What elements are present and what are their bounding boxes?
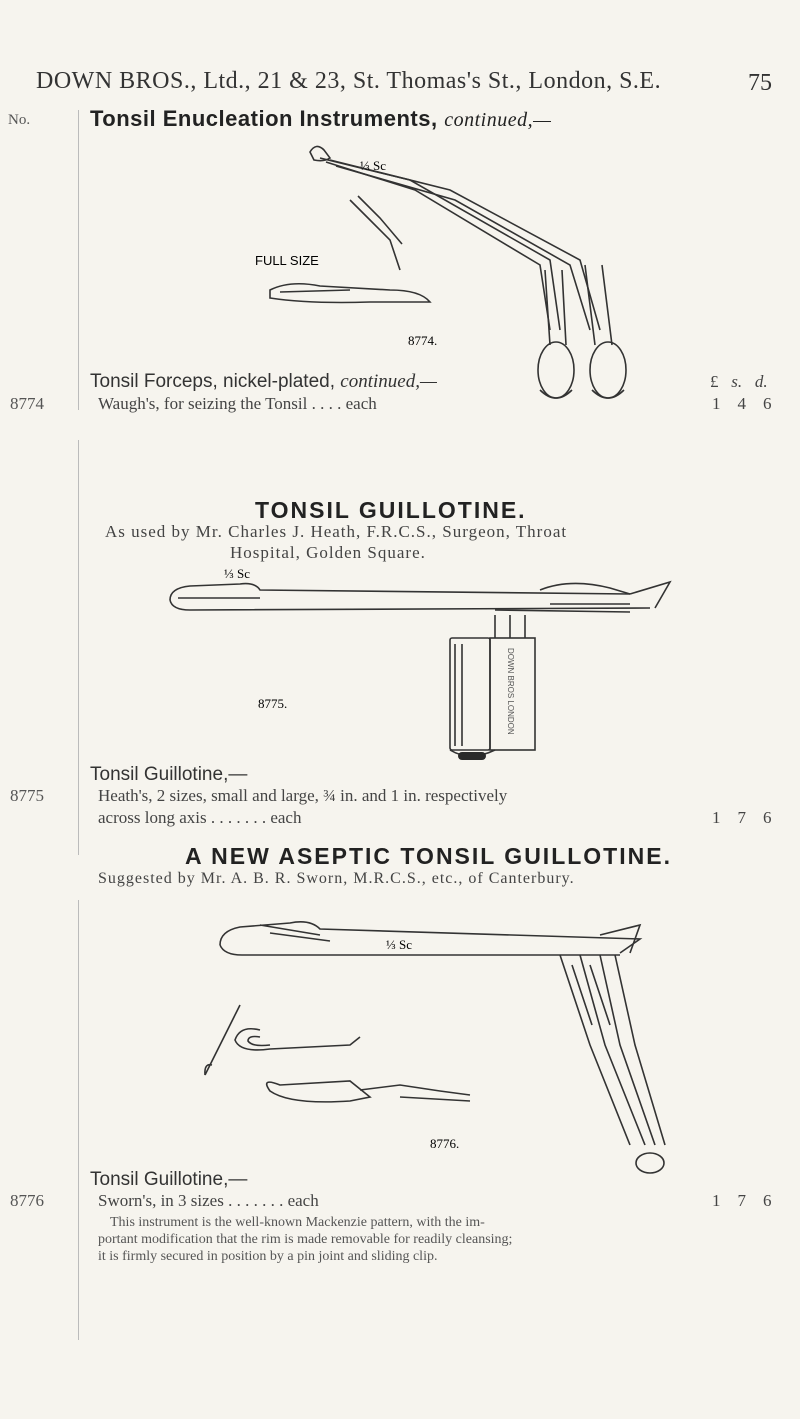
item-number-8774: 8774 [10,394,44,413]
header-text: DOWN BROS., Ltd., 21 & 23, St. Thomas's St., London, S.E. [36,68,662,94]
blade-stamp: DOWN BROS LONDON [506,648,515,735]
fig-scale-3: ⅓ Sc [386,937,412,952]
item-8776-description: Sworn's, in 3 sizes . . . . . . . each [98,1191,319,1210]
item-8774-name: Tonsil Forceps, nickel-plated, continued,— [90,371,437,392]
item-8776-note-1: This instrument is the well-known Mackenzie pattern, with the im- [110,1215,485,1230]
fig-caption-8774: 8774. [408,333,438,348]
item-8775-description-1: Heath's, 2 sizes, small and large, ¾ in. and 1 in. respectively [98,786,508,805]
fig-scale-2: ⅓ Sc [224,566,250,581]
column-label: No. [8,112,31,128]
section2-title: TONSIL GUILLOTINE. [255,497,527,523]
price-header: £ s. d. [710,372,768,391]
section3-title: A NEW ASEPTIC TONSIL GUILLOTINE. [185,843,672,869]
section1-title: Tonsil Enucleation Instruments, continued,— [90,106,552,131]
forceps-illustration [250,140,680,410]
page-number: 75 [748,70,772,96]
item-8775-price: 1 7 6 [712,808,772,827]
item-8774-description: Waugh's, for seizing the Tonsil . . . . each [98,394,377,413]
column-rule [78,900,79,1340]
column-rule [78,110,79,410]
guillotine-sworn-illustration [200,895,680,1195]
item-number-8776: 8776 [10,1191,44,1210]
item-8775-name: Tonsil Guillotine,— [90,764,248,785]
item-8776-name: Tonsil Guillotine,— [90,1169,248,1190]
fig-scale-1: ⅓ Sc [360,158,386,173]
item-8775-description-2: across long axis . . . . . . . each [98,808,302,827]
item-number-8775: 8775 [10,786,44,805]
item-8774-price: 1 4 6 [712,394,772,413]
column-rule [78,440,79,855]
item-8776-note-3: it is firmly secured in position by a pin joint and sliding clip. [98,1249,438,1264]
fig-caption-8776: 8776. [430,1136,460,1151]
guillotine-heath-illustration [150,560,710,790]
page-header [36,68,776,95]
item-8776-note-2: portant modification that the rim is made removable for readily cleansing; [98,1232,513,1247]
full-size-label: FULL SIZE [255,253,319,268]
fig-caption-8775: 8775. [258,696,288,711]
section3-subtitle: Suggested by Mr. A. B. R. Sworn, M.R.C.S., etc., of Canterbury. [98,870,575,887]
item-8776-price: 1 7 6 [712,1191,772,1210]
section2-subtitle-2: Hospital, Golden Square. [230,543,426,562]
section2-subtitle-1: As used by Mr. Charles J. Heath, F.R.C.S., Surgeon, Throat [105,522,568,541]
